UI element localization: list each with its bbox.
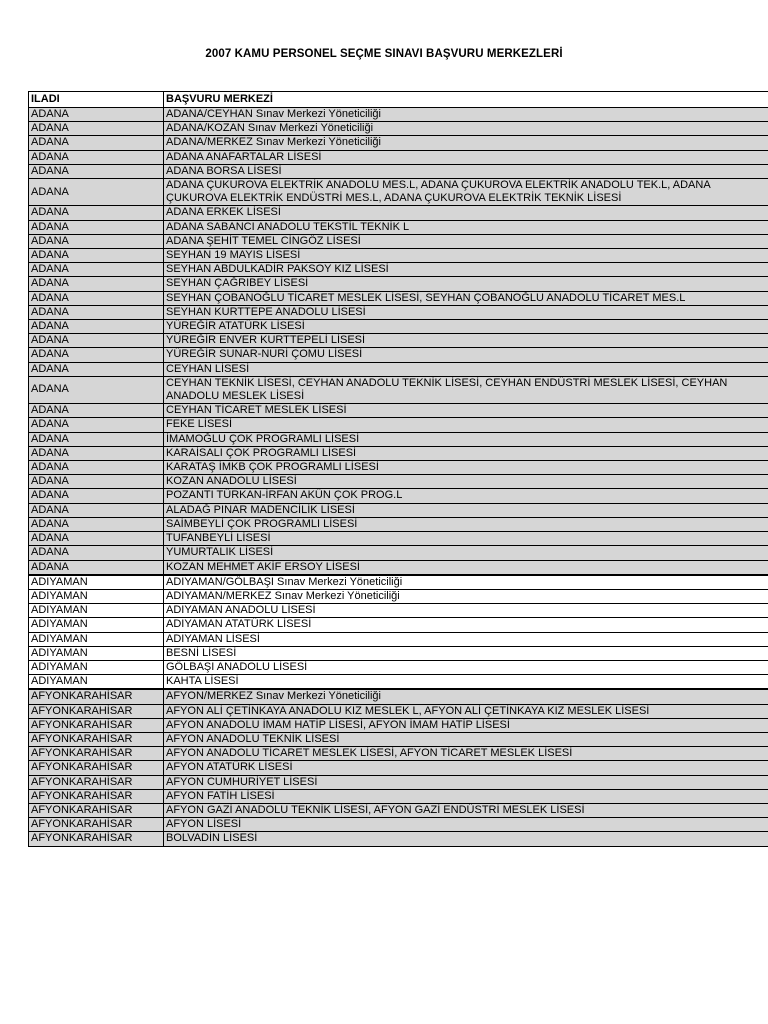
table-row (29, 532, 768, 546)
center-cell: SEYHAN 19 MAYIS LİSESİ (164, 249, 768, 263)
table-row (29, 660, 768, 674)
province-cell: ADANA (29, 277, 164, 291)
center-cell: CEYHAN TEKNİK LİSESİ, CEYHAN ANADOLU TEKNİK LİSESİ, CEYHAN ENDÜSTRİ MESLEK LİSESİ, CEYHAN ANADOLU MESLEK LİSESİ (164, 376, 768, 403)
center-cell: ADIYAMAN ANADOLU LİSESİ (164, 604, 768, 618)
center-cell: CEYHAN TİCARET MESLEK LİSESİ (164, 404, 768, 418)
province-cell: ADANA (29, 108, 164, 122)
province-cell: AFYONKARAHİSAR (29, 747, 164, 761)
table-row (29, 136, 768, 150)
center-cell: GÖLBAŞI ANADOLU LİSESİ (164, 660, 768, 674)
table-row (29, 376, 768, 403)
province-cell: ADANA (29, 489, 164, 503)
table-row (29, 803, 768, 817)
table-row (29, 775, 768, 789)
table-row (29, 150, 768, 164)
column-header-province: ILADI (29, 92, 164, 108)
province-cell: ADANA (29, 291, 164, 305)
table-row (29, 263, 768, 277)
province-cell: ADIYAMAN (29, 589, 164, 603)
center-cell: KAHTA LİSESİ (164, 675, 768, 690)
table-row (29, 589, 768, 603)
table-row (29, 761, 768, 775)
center-cell: ADANA/KOZAN Sınav Merkezi Yöneticiliği (164, 122, 768, 136)
table-row (29, 164, 768, 178)
table-row (29, 704, 768, 718)
center-cell: SEYHAN ÇOBANOĞLU TİCARET MESLEK LİSESİ, SEYHAN ÇOBANOĞLU ANADOLU TİCARET MES.L (164, 291, 768, 305)
table-row (29, 122, 768, 136)
center-cell: ADANA/CEYHAN Sınav Merkezi Yöneticiliği (164, 108, 768, 122)
province-cell: ADANA (29, 136, 164, 150)
province-cell: ADANA (29, 179, 164, 206)
province-cell: AFYONKARAHİSAR (29, 718, 164, 732)
center-cell: AFYON ANADOLU TİCARET MESLEK LİSESİ, AFYON TİCARET MESLEK LİSESİ (164, 747, 768, 761)
province-cell: ADANA (29, 122, 164, 136)
center-cell: KOZAN ANADOLU LİSESİ (164, 475, 768, 489)
center-cell: KARATAŞ İMKB ÇOK PROGRAMLI LİSESİ (164, 461, 768, 475)
center-cell: AFYON CUMHURİYET LİSESİ (164, 775, 768, 789)
center-cell: AFYON FATİH LİSESİ (164, 789, 768, 803)
table-row (29, 732, 768, 746)
province-cell: ADANA (29, 362, 164, 376)
center-cell: ADANA ANAFARTALAR LİSESİ (164, 150, 768, 164)
table-row (29, 334, 768, 348)
province-cell: AFYONKARAHİSAR (29, 761, 164, 775)
table-row (29, 646, 768, 660)
province-cell: ADANA (29, 376, 164, 403)
center-cell: İMAMOĞLU ÇOK PROGRAMLI LİSESİ (164, 432, 768, 446)
center-cell: POZANTI TÜRKAN-İRFAN AKÜN ÇOK PROG.L (164, 489, 768, 503)
table-row (29, 362, 768, 376)
center-cell: ADANA/MERKEZ Sınav Merkezi Yöneticiliği (164, 136, 768, 150)
center-cell: ADANA ERKEK LİSESİ (164, 206, 768, 220)
table-row (29, 220, 768, 234)
center-cell: ADIYAMAN ATATÜRK LİSESİ (164, 618, 768, 632)
province-cell: ADANA (29, 517, 164, 531)
table-row (29, 503, 768, 517)
province-cell: AFYONKARAHİSAR (29, 832, 164, 846)
province-cell: ADANA (29, 320, 164, 334)
table-row (29, 818, 768, 832)
table-body (29, 108, 768, 847)
province-cell: ADANA (29, 334, 164, 348)
table-row (29, 446, 768, 460)
table-row (29, 747, 768, 761)
province-cell: ADIYAMAN (29, 618, 164, 632)
table-row (29, 206, 768, 220)
table-row (29, 675, 768, 690)
table-row (29, 249, 768, 263)
province-cell: ADIYAMAN (29, 604, 164, 618)
center-cell: ADANA BORSA LİSESİ (164, 164, 768, 178)
center-cell: AFYON ATATÜRK LİSESİ (164, 761, 768, 775)
table-row (29, 618, 768, 632)
table-header-row (29, 92, 768, 108)
table-row (29, 179, 768, 206)
document-title: 2007 KAMU PERSONEL SEÇME SINAVI BAŞVURU MERKEZLERİ (205, 48, 563, 60)
center-cell: ADIYAMAN/MERKEZ Sınav Merkezi Yöneticiliği (164, 589, 768, 603)
province-cell: AFYONKARAHİSAR (29, 732, 164, 746)
table-row (29, 575, 768, 590)
table-row (29, 632, 768, 646)
province-cell: ADIYAMAN (29, 675, 164, 690)
center-cell: BOLVADİN LİSESİ (164, 832, 768, 846)
center-cell: YÜREĞİR ATATÜRK LİSESİ (164, 320, 768, 334)
table-row (29, 489, 768, 503)
table-row (29, 689, 768, 704)
province-cell: ADANA (29, 164, 164, 178)
center-cell: SEYHAN ÇAĞRIBEY LİSESİ (164, 277, 768, 291)
province-cell: ADIYAMAN (29, 575, 164, 590)
table-row (29, 517, 768, 531)
table-row (29, 348, 768, 362)
center-cell: ADIYAMAN/GÖLBAŞI Sınav Merkezi Yöneticiliği (164, 575, 768, 590)
province-cell: ADANA (29, 560, 164, 575)
table-row (29, 432, 768, 446)
province-cell: ADANA (29, 206, 164, 220)
center-cell: ADANA SABANCI ANADOLU TEKSTİL TEKNİK L (164, 220, 768, 234)
center-cell: YÜREĞİR SUNAR-NURİ ÇOMU LİSESİ (164, 348, 768, 362)
province-cell: AFYONKARAHİSAR (29, 803, 164, 817)
center-cell: ADANA ÇUKUROVA ELEKTRİK ANADOLU MES.L, ADANA ÇUKUROVA ELEKTRİK ANADOLU TEK.L, ADANA ÇUKUROVA ELEKTRİK ENDÜSTRİ MES.L, ADANA ÇUKUROVA ELEKTRİK TEKNİK LİSESİ (164, 179, 768, 206)
table-row (29, 277, 768, 291)
center-cell: AFYON GAZİ ANADOLU TEKNİK LİSESİ, AFYON GAZİ ENDÜSTRİ MESLEK LİSESİ (164, 803, 768, 817)
center-cell: KOZAN MEHMET AKİF ERSOY LİSESİ (164, 560, 768, 575)
center-cell: AFYON/MERKEZ Sınav Merkezi Yöneticiliği (164, 689, 768, 704)
center-cell: SEYHAN ABDULKADİR PAKSOY KIZ LİSESİ (164, 263, 768, 277)
table-row (29, 560, 768, 575)
table-row (29, 291, 768, 305)
province-cell: ADIYAMAN (29, 632, 164, 646)
province-cell: ADANA (29, 150, 164, 164)
application-centers-table (28, 91, 768, 847)
province-cell: ADANA (29, 263, 164, 277)
center-cell: CEYHAN LİSESİ (164, 362, 768, 376)
table-row (29, 234, 768, 248)
center-cell: AFYON ANADOLU TEKNİK LİSESİ (164, 732, 768, 746)
province-cell: ADANA (29, 305, 164, 319)
table-row (29, 461, 768, 475)
province-cell: AFYONKARAHİSAR (29, 775, 164, 789)
province-cell: ADANA (29, 234, 164, 248)
table-row (29, 546, 768, 560)
center-cell: TUFANBEYLİ LİSESİ (164, 532, 768, 546)
province-cell: ADIYAMAN (29, 660, 164, 674)
province-cell: ADANA (29, 249, 164, 263)
center-cell: BESNİ LİSESİ (164, 646, 768, 660)
table-row (29, 475, 768, 489)
table-row (29, 832, 768, 846)
center-cell: YUMURTALIK LİSESİ (164, 546, 768, 560)
table-row (29, 789, 768, 803)
province-cell: ADANA (29, 220, 164, 234)
center-cell: ALADAĞ PINAR MADENCİLİK LİSESİ (164, 503, 768, 517)
center-cell: SAİMBEYLİ ÇOK PROGRAMLI LİSESİ (164, 517, 768, 531)
province-cell: ADANA (29, 532, 164, 546)
center-cell: KARAİSALI ÇOK PROGRAMLI LİSESİ (164, 446, 768, 460)
province-cell: ADANA (29, 475, 164, 489)
center-cell: ADIYAMAN LİSESİ (164, 632, 768, 646)
province-cell: ADANA (29, 432, 164, 446)
table-row (29, 108, 768, 122)
center-cell: AFYON ALİ ÇETİNKAYA ANADOLU KIZ MESLEK L, AFYON ALİ ÇETİNKAYA KIZ MESLEK LİSESİ (164, 704, 768, 718)
province-cell: ADANA (29, 503, 164, 517)
table-row (29, 305, 768, 319)
province-cell: ADANA (29, 348, 164, 362)
table-row (29, 718, 768, 732)
center-cell: AFYON LİSESİ (164, 818, 768, 832)
table-row (29, 604, 768, 618)
province-cell: ADANA (29, 461, 164, 475)
column-header-center: BAŞVURU MERKEZİ (164, 92, 768, 108)
table-row (29, 418, 768, 432)
center-cell: AFYON ANADOLU İMAM HATİP LİSESİ, AFYON İMAM HATİP LİSESİ (164, 718, 768, 732)
province-cell: ADANA (29, 418, 164, 432)
center-cell: ADANA ŞEHİT TEMEL CİNGÖZ LİSESİ (164, 234, 768, 248)
province-cell: ADANA (29, 546, 164, 560)
center-cell: YÜREĞİR ENVER KURTTEPELİ LİSESİ (164, 334, 768, 348)
province-cell: AFYONKARAHİSAR (29, 704, 164, 718)
province-cell: ADANA (29, 404, 164, 418)
table-row (29, 320, 768, 334)
center-cell: FEKE LİSESİ (164, 418, 768, 432)
center-cell: SEYHAN KURTTEPE ANADOLU LİSESİ (164, 305, 768, 319)
province-cell: AFYONKARAHİSAR (29, 789, 164, 803)
province-cell: ADANA (29, 446, 164, 460)
table-row (29, 404, 768, 418)
province-cell: ADIYAMAN (29, 646, 164, 660)
province-cell: AFYONKARAHİSAR (29, 689, 164, 704)
province-cell: AFYONKARAHİSAR (29, 818, 164, 832)
